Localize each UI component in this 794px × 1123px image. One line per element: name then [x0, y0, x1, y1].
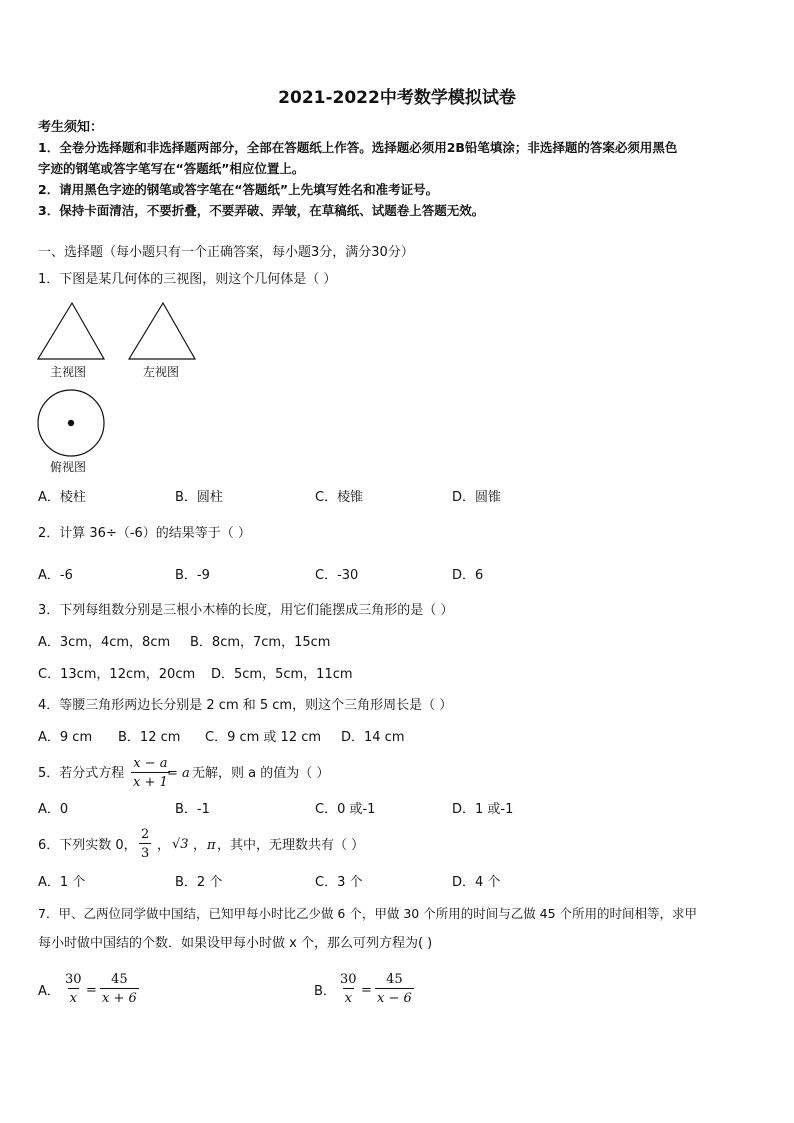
q4-option-c: C．9 cm 或 12 cm: [205, 730, 322, 745]
q3-stem: 3．下列每组数分别是三根小木棒的长度，用它们能摆成三角形的是（ ）: [38, 603, 454, 618]
q5-denominator: x + 1: [131, 772, 170, 789]
q6-option-b: B．2 个: [175, 875, 223, 890]
q2-option-a: A．-6: [38, 568, 73, 583]
q1-option-c: C．棱锥: [315, 490, 364, 505]
front-view-caption: 主视图: [50, 365, 87, 379]
q7-a-right-denominator: x + 6: [100, 988, 139, 1005]
q7-stem-line-2: 每小时做中国结的个数．如果设甲每小时做 x 个，那么可列方程为( ): [38, 936, 433, 951]
q5-numerator: x − a: [133, 756, 168, 771]
q5-stem-end: 无解，则 a 的值为（ ）: [192, 766, 330, 781]
q5-equals-a: = a: [167, 766, 190, 781]
front-view-triangle: [36, 300, 108, 362]
left-view-caption: 左视图: [143, 365, 180, 379]
q6-fraction: [139, 828, 151, 860]
q7-a-right-fraction: [100, 973, 139, 1005]
q6-option-d: D．4 个: [452, 875, 501, 890]
q7-option-b-label: B．: [314, 984, 336, 999]
q4-option-a: A．9 cm: [38, 730, 93, 745]
q6-sqrt3: √3: [172, 837, 189, 852]
q2-stem: 2．计算 36÷（-6）的结果等于（ ）: [38, 526, 251, 541]
q2-option-b: B．-9: [175, 568, 210, 583]
q3-option-c: C．13cm，12cm，20cm: [38, 667, 196, 682]
section-heading: 一、选择题（每小题只有一个正确答案，每小题3分，满分30分）: [38, 245, 414, 260]
q7-a-left-denominator: x: [68, 988, 79, 1005]
q7-stem-line-1: 7．甲、乙两位同学做中国结，已知甲每小时比乙少做 6 个，甲做 30 个所用的时间与乙做 45 个所用的时间相等，求甲: [38, 906, 698, 921]
notice-line-2: 2．请用黑色字迹的钢笔或答字笔在“答题纸”上先填写姓名和准考证号。: [38, 182, 439, 197]
q4-option-d: D．14 cm: [341, 730, 405, 745]
q6-stem-end: ，其中，无理数共有（ ）: [217, 838, 365, 853]
q4-option-b: B．12 cm: [118, 730, 181, 745]
q3-option-b: B．8cm，7cm，15cm: [190, 635, 331, 650]
top-view-circle: [36, 388, 108, 460]
q7-b-right-denominator: x − 6: [375, 988, 414, 1005]
top-view-caption: 俯视图: [50, 460, 87, 474]
q7-b-right-numerator: 45: [386, 972, 403, 987]
q5-stem-start: 5．若分式方程: [38, 766, 125, 781]
q7-b-right-fraction: [375, 973, 414, 1005]
left-view-triangle: [127, 300, 199, 362]
q6-denominator: 3: [139, 843, 151, 860]
q6-option-c: C．3 个: [315, 875, 363, 890]
q5-fraction: [131, 757, 170, 789]
q7-b-left-denominator: x: [343, 988, 354, 1005]
q7-a-equals: =: [86, 983, 97, 998]
q7-b-equals: =: [361, 983, 372, 998]
q6-option-a: A．1 个: [38, 875, 86, 890]
q5-option-c: C．0 或-1: [315, 802, 376, 817]
q6-pi: π: [207, 838, 216, 853]
page-title: 2021-2022中考数学模拟试卷: [278, 88, 516, 108]
q3-option-a: A．3cm，4cm，8cm: [38, 635, 171, 650]
q4-stem: 4．等腰三角形两边长分别是 2 cm 和 5 cm，则这个三角形周长是（ ）: [38, 698, 453, 713]
q5-option-a: A．0: [38, 802, 69, 817]
q7-a-left-fraction: [63, 973, 84, 1005]
q6-numerator: 2: [141, 827, 150, 842]
q6-comma-2: ，: [193, 838, 207, 853]
q6-comma: ，: [157, 838, 171, 853]
q2-option-d: D．6: [452, 568, 484, 583]
q1-option-a: A．棱柱: [38, 490, 86, 505]
q6-stem-start: 6．下列实数 0，: [38, 838, 137, 853]
q7-b-left-fraction: [338, 973, 359, 1005]
notice-line-3: 3．保持卡面清洁，不要折叠，不要弄破、弄皱，在草稿纸、试题卷上答题无效。: [38, 203, 485, 218]
q7-a-left-numerator: 30: [65, 972, 82, 987]
q7-b-left-numerator: 30: [340, 972, 357, 987]
q2-option-c: C．-30: [315, 568, 359, 583]
q3-option-d: D．5cm，5cm，11cm: [211, 667, 353, 682]
q1-option-d: D．圆锥: [452, 490, 502, 505]
q1-option-b: B．圆柱: [175, 490, 223, 505]
notice-line-1b: 字迹的钢笔或答字笔写在“答题纸”相应位置上。: [38, 161, 305, 176]
notice-heading: 考生须知：: [38, 120, 104, 135]
q7-option-a-label: A．: [38, 984, 60, 999]
q5-option-b: B．-1: [175, 802, 210, 817]
q7-a-right-numerator: 45: [111, 972, 128, 987]
q5-option-d: D．1 或-1: [452, 802, 514, 817]
notice-line-1a: 1．全卷分选择题和非选择题两部分，全部在答题纸上作答。选择题必须用2B铅笔填涂；非选择题的答案必须用黑色: [38, 140, 678, 155]
q1-stem: 1．下图是某几何体的三视图，则这个几何体是（ ）: [38, 272, 337, 287]
